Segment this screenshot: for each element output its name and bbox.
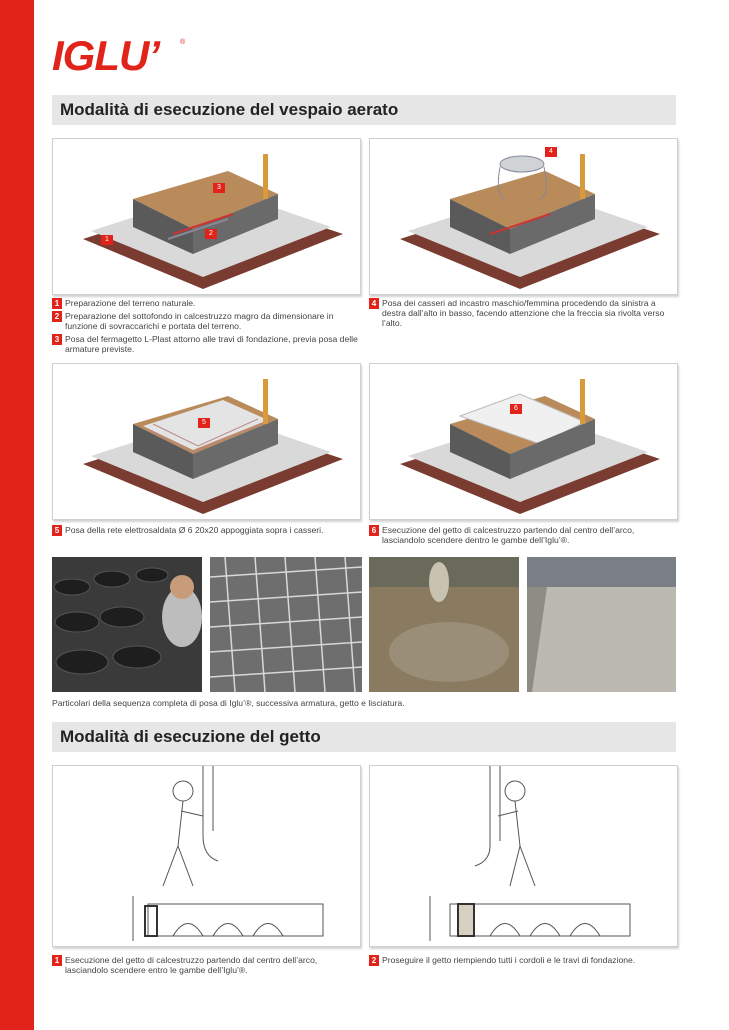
step-text: Posa del fermagetto L-Plast attorno alle travi di fondazione, previa posa delle armature previste. (65, 334, 358, 354)
diagram-marker: 2 (205, 229, 217, 239)
step-item (369, 525, 676, 545)
step-item (52, 298, 359, 308)
diagram-getto-2 (369, 765, 678, 947)
step-text: Esecuzione del getto di calcestruzzo partendo dal centro dell’arco, lasciandolo scendere dentro le gambe dell’Iglu’®. (382, 525, 635, 545)
step-text: Preparazione del sottofondo in calcestruzzo magro da dimensionare in funzione di sovraccarichi e portata del terreno. (65, 311, 334, 331)
step-number: 3 (52, 334, 62, 345)
svg-text:®: ® (180, 39, 186, 46)
diagram-step-4 (369, 138, 678, 295)
diagram-steps-1-3 (52, 138, 361, 295)
diagram-marker: 4 (545, 147, 557, 157)
section-header-getto (52, 722, 676, 752)
iglu-logo (52, 32, 192, 78)
step-text: Proseguire il getto riempiendo tutti i cordoli e le travi di fondazione. (382, 955, 636, 965)
caption-step-5 (52, 525, 359, 538)
step-number: 2 (369, 955, 379, 966)
step-item (52, 525, 359, 535)
step-number: 6 (369, 525, 379, 536)
diagram-step-5 (52, 363, 361, 520)
step-item (52, 334, 359, 354)
svg-text:IGLU’: IGLU’ (52, 32, 159, 78)
page-number: 14 (8, 997, 23, 1012)
caption-steps-1-3 (52, 298, 359, 357)
step-text: Posa dei casseri ad incastro maschio/femmina procedendo da sinistra a destra dall’alto in basso, facendo attenzione che la freccia sia rivolta verso l’alto. (382, 298, 665, 328)
caption-getto-2 (369, 955, 676, 968)
step-number: 2 (52, 311, 62, 322)
step-number: 5 (52, 525, 62, 536)
step-text: Posa della rete elettrosaldata Ø 6 20x20 appoggiata sopra i casseri. (65, 525, 324, 535)
step-number: 1 (52, 298, 62, 309)
photo-iglu-installation (52, 557, 202, 692)
red-side-bar (0, 0, 34, 1030)
step-text: Preparazione del terreno naturale. (65, 298, 196, 308)
step-item (369, 955, 676, 965)
step-item (52, 955, 359, 975)
step-number: 1 (52, 955, 62, 966)
photo-concrete-pour (369, 557, 519, 692)
section-title: Modalità di esecuzione del getto (60, 727, 321, 746)
section-header-vespaio (52, 95, 676, 125)
step-number: 4 (369, 298, 379, 309)
diagram-marker: 5 (198, 418, 210, 428)
caption-step-4 (369, 298, 676, 331)
step-item (52, 311, 359, 331)
diagram-marker: 1 (101, 235, 113, 245)
photo-caption: Particolari della sequenza completa di posa di Iglu’®, successiva armatura, getto e lisciatura. (52, 698, 405, 708)
diagram-step-6 (369, 363, 678, 520)
diagram-marker: 3 (213, 183, 225, 193)
section-title: Modalità di esecuzione del vespaio aerato (60, 100, 399, 119)
photo-mesh-reinforcement (210, 557, 362, 692)
photo-finished-slab (527, 557, 676, 692)
diagram-getto-1 (52, 765, 361, 947)
caption-getto-1 (52, 955, 359, 978)
step-text: Esecuzione del getto di calcestruzzo partendo dal centro dell’arco, lasciandolo scendere entro le gambe dell’Iglu’®. (65, 955, 318, 975)
step-item (369, 298, 676, 328)
diagram-marker: 6 (510, 404, 522, 414)
caption-step-6 (369, 525, 676, 548)
